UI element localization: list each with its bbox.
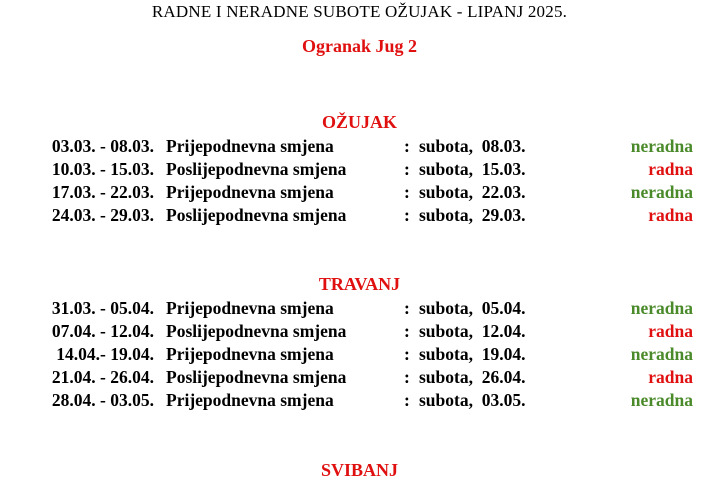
separator: : — [404, 182, 410, 202]
schedule-row — [0, 390, 719, 413]
saturday-date: subota, 05.04. — [419, 298, 526, 318]
saturday-date: subota, 15.03. — [419, 159, 526, 179]
week-range: 24.03. - 29.03. — [51, 205, 154, 225]
schedule-row — [0, 159, 719, 182]
saturday-status: neradna — [630, 182, 693, 202]
saturday-date: subota, 29.03. — [419, 205, 526, 225]
saturday-date: subota, 26.04. — [419, 367, 526, 387]
schedule-row — [0, 136, 719, 159]
schedule-row — [0, 298, 719, 321]
week-range: 14.04.- 19.04. — [56, 344, 154, 364]
shift-name: Prijepodnevna smjena — [166, 136, 334, 156]
saturday-date: subota, 12.04. — [419, 321, 526, 341]
saturday-date: subota, 19.04. — [419, 344, 526, 364]
saturday-status: radna — [648, 367, 693, 387]
week-range: 10.03. - 15.03. — [51, 159, 154, 179]
schedule-row — [0, 367, 719, 390]
saturday-status: radna — [648, 321, 693, 341]
separator: : — [404, 136, 410, 156]
schedule-row — [0, 344, 719, 367]
week-range: 03.03. - 08.03. — [51, 136, 154, 156]
separator: : — [404, 159, 410, 179]
separator: : — [404, 205, 410, 225]
shift-name: Prijepodnevna smjena — [166, 344, 334, 364]
separator: : — [404, 298, 410, 318]
branch-name: Ogranak Jug 2 — [301, 36, 418, 56]
month-heading-travanj: TRAVANJ — [318, 274, 401, 294]
schedule-row — [0, 182, 719, 205]
saturday-status: neradna — [630, 390, 693, 410]
separator: : — [404, 344, 410, 364]
week-range: 07.04. - 12.04. — [51, 321, 154, 341]
schedule-row — [0, 321, 719, 344]
saturday-status: neradna — [630, 136, 693, 156]
shift-name: Poslijepodnevna smjena — [166, 159, 347, 179]
saturday-date: subota, 22.03. — [419, 182, 526, 202]
saturday-status: radna — [648, 159, 693, 179]
saturday-date: subota, 03.05. — [419, 390, 526, 410]
week-range: 17.03. - 22.03. — [51, 182, 154, 202]
schedule-row — [0, 205, 719, 228]
document-title: RADNE I NERADNE SUBOTE OŽUJAK - LIPANJ 2025. — [151, 2, 568, 21]
shift-name: Prijepodnevna smjena — [166, 390, 334, 410]
separator: : — [404, 367, 410, 387]
week-range: 21.04. - 26.04. — [51, 367, 154, 387]
saturday-status: neradna — [630, 344, 693, 364]
saturday-status: neradna — [630, 298, 693, 318]
week-range: 28.04. - 03.05. — [51, 390, 154, 410]
shift-name: Poslijepodnevna smjena — [166, 205, 347, 225]
shift-name: Poslijepodnevna smjena — [166, 321, 347, 341]
separator: : — [404, 390, 410, 410]
shift-name: Poslijepodnevna smjena — [166, 367, 347, 387]
saturday-date: subota, 08.03. — [419, 136, 526, 156]
shift-name: Prijepodnevna smjena — [166, 182, 334, 202]
shift-name: Prijepodnevna smjena — [166, 298, 334, 318]
saturday-status: radna — [648, 205, 693, 225]
separator: : — [404, 321, 410, 341]
month-heading-ozujak: OŽUJAK — [321, 112, 397, 132]
week-range: 31.03. - 05.04. — [51, 298, 154, 318]
month-heading-svibanj: SVIBANJ — [320, 460, 399, 480]
